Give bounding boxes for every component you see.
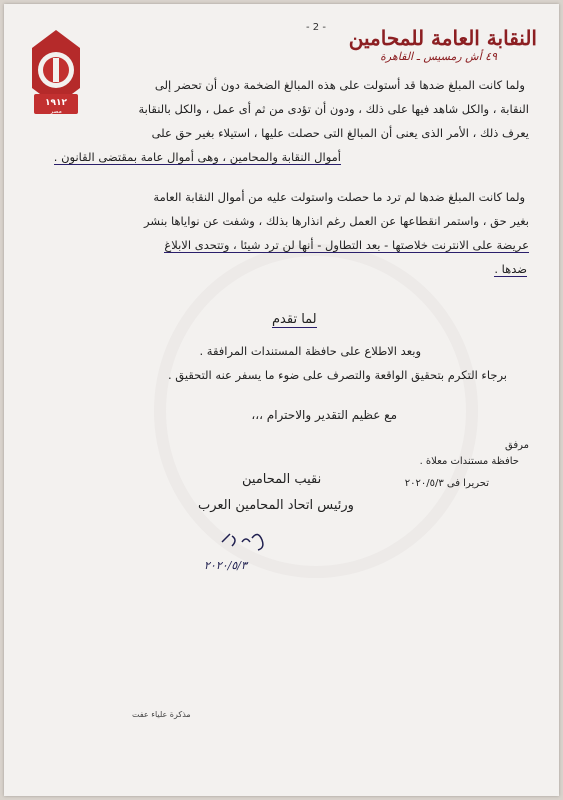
logo-year: ١٩١٢ bbox=[45, 98, 67, 108]
page-number: - 2 - bbox=[306, 22, 326, 33]
syndicate-logo bbox=[24, 28, 88, 124]
body-line-3: يعرف ذلك ، الأمر الذى يعنى أن المبالغ التى حصلت عليها ، استيلاء بغير حق على bbox=[151, 126, 529, 140]
signature-title-1: نقيب المحامين bbox=[242, 472, 322, 487]
body-line-5: ولما كانت المبلغ ضدها لم ترد ما حصلت واستولت عليه من أموال النقابة العامة bbox=[153, 190, 525, 204]
body-line-7: عريضة على الانترنت خلاصتها - بعد التطاول - أنها لن ترد شيئا ، وتتحدى الابلاغ bbox=[164, 238, 529, 252]
body-line-8: ضدها . bbox=[494, 262, 527, 276]
logo-country: مصر bbox=[50, 108, 62, 115]
body-line-4: أموال النقابة والمحامين ، وهى أموال عامة بمقتضى القانون . bbox=[53, 150, 341, 164]
request-line-1: وبعد الاطلاع على حافظة المستندات المرافقة . bbox=[199, 344, 421, 358]
body-line-6: بغير حق ، واستمر انقطاعها عن العمل رغم انذارها بذلك ، وشفت عن نواياها بنشر bbox=[144, 214, 529, 228]
body-line-1: ولما كانت المبلغ ضدها قد أستولت على هذه المبالغ الضخمة دون أن تحضر إلى bbox=[154, 78, 525, 92]
closing-line: مع عظيم التقدير والاحترام ،،، bbox=[251, 408, 397, 422]
document-page bbox=[4, 4, 559, 796]
handwritten-signature bbox=[174, 524, 294, 579]
request-line-2: برجاء التكرم بتحقيق الواقعة والتصرف على ضوء ما يسفر عنه التحقيق . bbox=[167, 368, 507, 382]
header-address: ٤٩ أش رمسيس ـ القاهرة bbox=[380, 50, 497, 63]
header-title: النقابة العامة للمحامين bbox=[348, 26, 537, 50]
handwritten-date: ٢٠٢٠/٥/٣ bbox=[204, 559, 247, 572]
footer-note: مذكرة علياء عفت bbox=[132, 710, 191, 719]
attachments-item: حافظة مستندات معلاة . bbox=[419, 456, 519, 467]
attachments-label: مرفق bbox=[505, 440, 529, 451]
body-line-2: النقابة ، والكل شاهد فيها على ذلك ، ودون أن تؤدى من ثم أى عمل ، والكل بالنقابة bbox=[138, 102, 529, 116]
date-line: تحريرا فى ٢٠٢٠/٥/٣ bbox=[404, 478, 489, 489]
signature-title-2: ورئيس اتحاد المحامين العرب bbox=[198, 498, 354, 513]
section-title: لما تقدم bbox=[272, 312, 317, 327]
